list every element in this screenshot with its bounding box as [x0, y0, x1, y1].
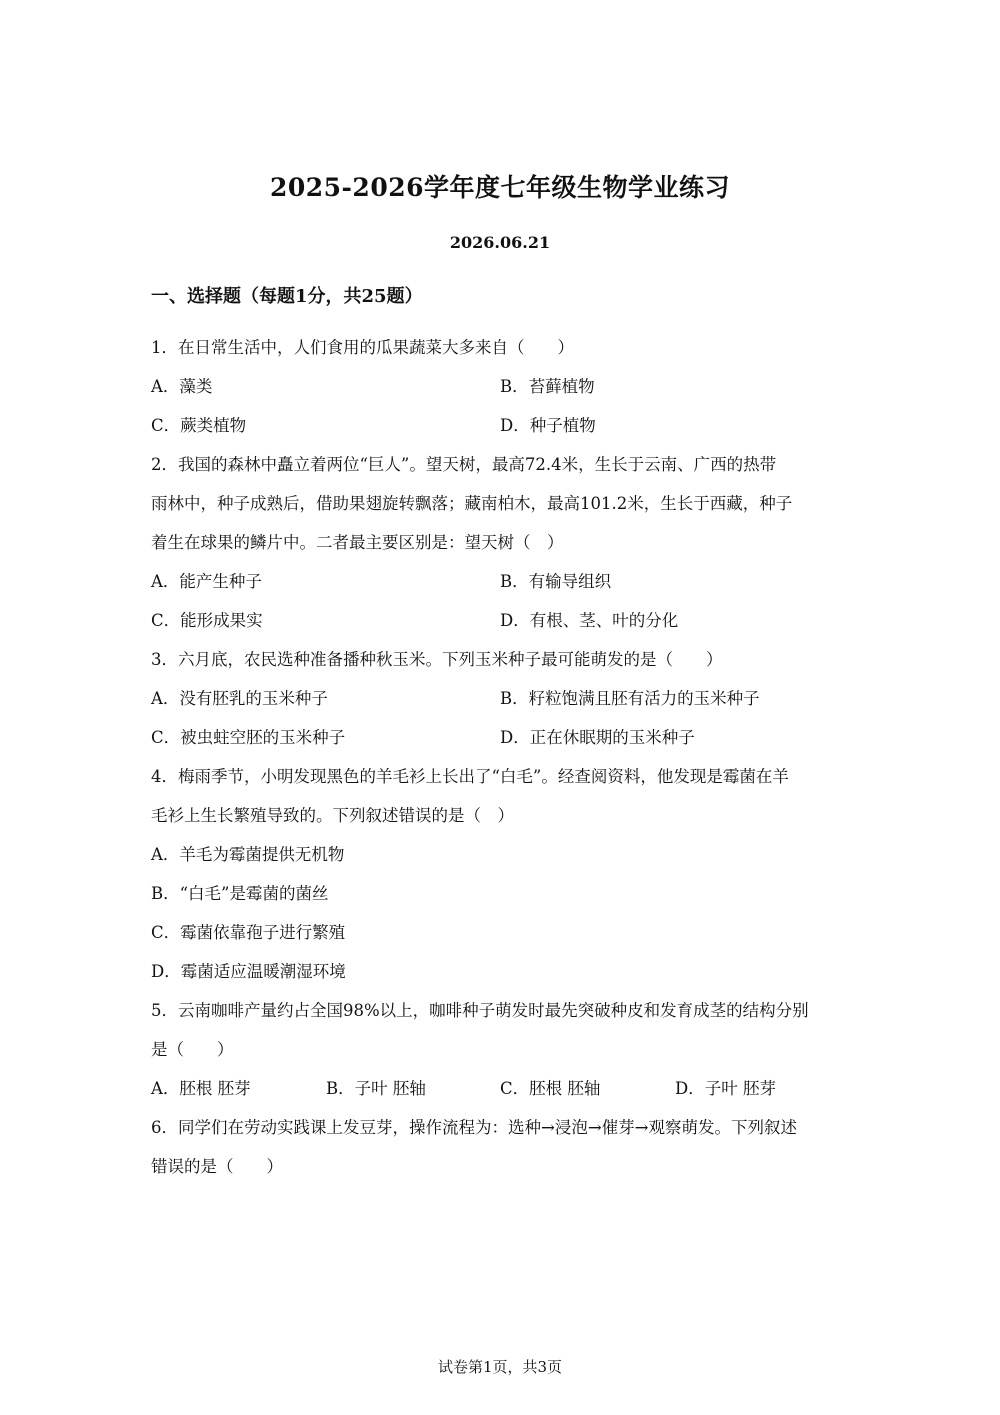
question-4-option-b: B．“白毛”是霉菌的菌丝	[151, 884, 329, 903]
question-1-option-a: A．藻类	[151, 377, 213, 396]
question-2-stem-line-2: 雨林中，种子成熟后，借助果翅旋转飘落；藏南柏木，最高101.2米，生长于西藏，种子	[151, 494, 793, 513]
question-3-options-row-2	[151, 718, 851, 757]
question-2-stem-line-1: 2．我国的森林中矗立着两位“巨人”。望天树，最高72.4米，生长于云南、广西的热带	[151, 455, 777, 474]
question-5-stem-line-2: 是（ ）	[151, 1040, 234, 1059]
question-4-stem-line-2: 毛衫上生长繁殖导致的。下列叙述错误的是（ ）	[151, 806, 514, 825]
question-1-stem: 1．在日常生活中，人们食用的瓜果蔬菜大多来自（ ）	[151, 338, 574, 357]
question-2-option-d: D．有根、茎、叶的分化	[500, 611, 679, 630]
document-date: 2026.06.21	[449, 233, 551, 252]
question-4-option-d: D．霉菌适应温暖潮湿环境	[151, 962, 346, 981]
section-heading: 一、选择题（每题1分，共25题）	[151, 286, 423, 307]
question-1-option-c: C．蕨类植物	[151, 416, 247, 435]
question-5-option-c: C．胚根 胚轴	[500, 1079, 601, 1098]
question-1-option-b: B．苔藓植物	[500, 377, 595, 396]
question-2-stem-line-3: 着生在球果的鳞片中。二者最主要区别是：望天树（ ）	[151, 533, 564, 552]
question-4-option-c: C．霉菌依靠孢子进行繁殖	[151, 923, 346, 942]
question-2-options-row-2	[151, 601, 851, 640]
question-2-option-a: A．能产生种子	[151, 572, 262, 591]
question-3-option-a: A．没有胚乳的玉米种子	[151, 689, 328, 708]
question-2-option-c: C．能形成果实	[151, 611, 263, 630]
page-footer: 试卷第1页，共3页	[437, 1358, 563, 1376]
question-3-option-b: B．籽粒饱满且胚有活力的玉米种子	[500, 689, 760, 708]
question-2-option-b: B．有输导组织	[500, 572, 612, 591]
question-5-stem-line-1: 5．云南咖啡产量约占全国98%以上，咖啡种子萌发时最先突破种皮和发育成茎的结构分别	[151, 1001, 809, 1020]
question-6-stem-line-2: 错误的是（ ）	[151, 1157, 283, 1176]
question-5-option-b: B．子叶 胚轴	[326, 1079, 426, 1098]
question-1-options-row-2	[151, 406, 851, 445]
question-1-options-row-1	[151, 367, 851, 406]
question-3-stem: 3．六月底，农民选种准备播种秋玉米。下列玉米种子最可能萌发的是（ ）	[151, 650, 723, 669]
document-title: 2025-2026学年度七年级生物学业练习	[269, 173, 731, 202]
question-3-option-c: C．被虫蛀空胚的玉米种子	[151, 728, 346, 747]
question-5-option-a: A．胚根 胚芽	[151, 1079, 251, 1098]
question-5-options-row	[151, 1069, 851, 1108]
question-3-options-row-1	[151, 679, 851, 718]
question-1-option-d: D．种子植物	[500, 416, 596, 435]
question-list	[151, 328, 851, 1186]
question-4-stem-line-1: 4．梅雨季节，小明发现黑色的羊毛衫上长出了“白毛”。经查阅资料，他发现是霉菌在羊	[151, 767, 789, 786]
question-4-option-a: A．羊毛为霉菌提供无机物	[151, 845, 345, 864]
question-2-options-row-1	[151, 562, 851, 601]
question-5-option-d: D．子叶 胚芽	[675, 1079, 776, 1098]
question-6-stem-line-1: 6．同学们在劳动实践课上发豆芽，操作流程为：选种→浸泡→催芽→观察萌发。下列叙述	[151, 1118, 797, 1137]
question-3-option-d: D．正在休眠期的玉米种子	[500, 728, 695, 747]
